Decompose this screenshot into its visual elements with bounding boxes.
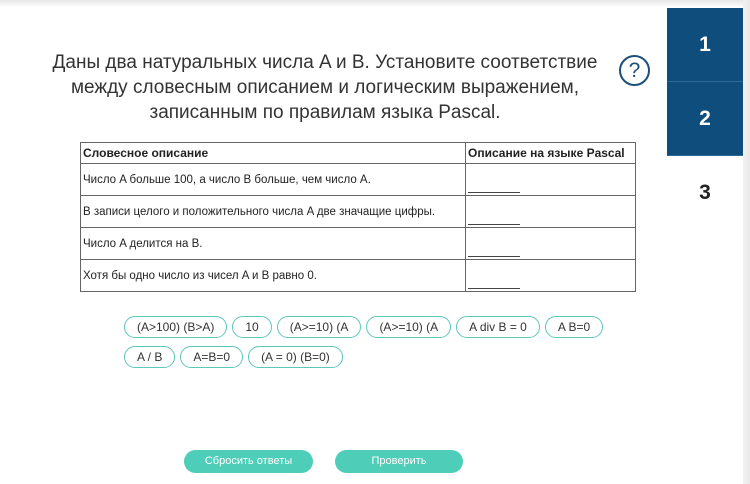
column-header-description: Словесное описание — [81, 143, 466, 164]
answer-option-chip[interactable]: 10 — [232, 316, 271, 338]
reset-answers-button[interactable]: Сбросить ответы — [184, 450, 313, 473]
answer-option-chip[interactable]: A div B = 0 — [456, 316, 540, 338]
question-line: Даны два натуральных числа A и B. Установите соответствие — [52, 52, 598, 73]
help-button[interactable] — [619, 55, 650, 86]
row-description: Число A делится на B. — [81, 228, 466, 260]
answer-option-chip[interactable]: (A>100) (B>A) — [124, 316, 227, 338]
question-nav — [667, 8, 743, 229]
table-row — [81, 260, 636, 292]
answer-option-chip[interactable]: A / B — [124, 346, 175, 368]
question-line: записанным по правилам языка Pascal. — [149, 102, 501, 123]
table-row — [81, 196, 636, 228]
matching-table — [80, 142, 636, 292]
row-description: Число A больше 100, а число B больше, чем число A. — [81, 164, 466, 196]
nav-tab-1[interactable]: 1 — [667, 8, 743, 82]
question-mark-icon: ? — [628, 59, 641, 82]
column-header-pascal: Описание на языке Pascal — [466, 143, 636, 164]
answer-option-chip[interactable]: A=B=0 — [180, 346, 243, 368]
slot-underline — [468, 288, 520, 289]
side-edge — [743, 0, 750, 484]
top-shadow — [0, 0, 750, 7]
answer-option-chip[interactable]: (A = 0) (B=0) — [248, 346, 343, 368]
slot-underline — [468, 224, 520, 225]
table-header-row — [81, 143, 636, 164]
answer-drop-slot[interactable] — [466, 260, 636, 292]
answer-drop-slot[interactable] — [466, 196, 636, 228]
slot-underline — [468, 256, 520, 257]
nav-tab-2[interactable]: 2 — [667, 82, 743, 156]
row-description: В записи целого и положительного числа A две значащие цифры. — [81, 196, 466, 228]
question-line: между словесным описанием и логическим выражением, — [70, 77, 580, 98]
nav-tab-3[interactable]: 3 — [667, 156, 743, 229]
answer-options — [124, 316, 624, 376]
slot-underline — [468, 192, 520, 193]
check-button[interactable]: Проверить — [335, 450, 463, 473]
table-row — [81, 164, 636, 196]
answer-option-chip[interactable]: (A>=10) (A — [366, 316, 451, 338]
question-text — [30, 50, 620, 125]
row-description: Хотя бы одно число из чисел A и B равно 0. — [81, 260, 466, 292]
answer-drop-slot[interactable] — [466, 164, 636, 196]
answer-option-chip[interactable]: A B=0 — [545, 316, 603, 338]
table-row — [81, 228, 636, 260]
answer-option-chip[interactable]: (A>=10) (A — [277, 316, 362, 338]
answer-drop-slot[interactable] — [466, 228, 636, 260]
